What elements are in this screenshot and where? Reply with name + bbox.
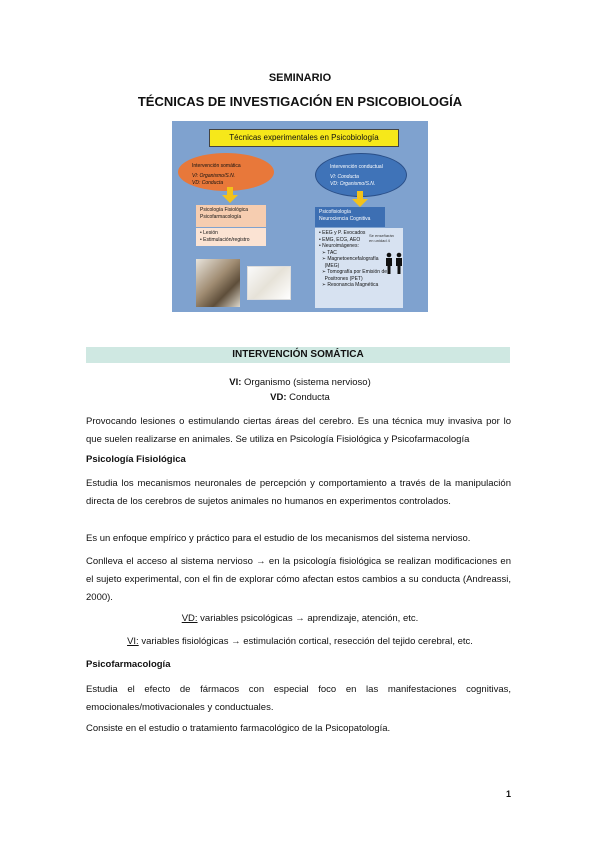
subheading-psicofarmacologia: Psicofarmacología (86, 659, 171, 670)
box-line: • EMG, ECG, AEO (319, 236, 361, 243)
oval-title: Intervención somática (192, 163, 241, 169)
oval-vi: VI: Organismo/S.N. (192, 173, 236, 179)
box-line: • Neuroimágenes: (319, 243, 359, 249)
cat-photo (196, 259, 240, 307)
paragraph: Estudia el efecto de fármacos con especial foco en las manifestaciones cognitivas, emocionales/motivacionales y conductuales. (86, 684, 511, 713)
oval-title: Intervención conductual (330, 164, 383, 170)
box-line: • Estimulación/registro (200, 236, 250, 243)
subheading-psicologia-fisiologica: Psicología Fisiológica (86, 454, 186, 465)
vd-variables-line: VD: variables psicológicas → aprendizaje, atención, etc. (181, 613, 419, 624)
box-line: ➢ Magnetoencefalografía (319, 256, 379, 262)
paragraph: Es un enfoque empírico y práctico para el estudio de los mecanismos del sistema nervioso. (86, 533, 471, 544)
vi-line: VI: Organismo (sistema nervioso) (229, 377, 371, 388)
box-line: • EEG y P. Evocados (319, 230, 366, 236)
section-heading: INTERVENCIÓN SOMÁTICA (86, 347, 510, 363)
intro-paragraph: Provocando lesiones o estimulando ciertas áreas del cerebro. Es una técnica muy invasiva por lo que suelen realizarse en animales. Se utiliza en Psicología Fisiológica y Psicofarmacología (86, 416, 511, 445)
box-line: Psicofarmacología (200, 213, 242, 220)
paragraph: Estudia los mecanismos neuronales de percepción y comportamiento a través de la manipulación directa de los cerebros de sujetos animales no humanos en experimentos controlados. (86, 478, 511, 507)
box-line: Positrones (PET) (324, 275, 363, 282)
somatic-methods-box (196, 228, 266, 246)
box-line: • Lesión (200, 230, 218, 236)
page-number: 1 (506, 789, 512, 799)
unit-note: Se enseñarán en unidad 4 (369, 233, 394, 243)
oval-vd: VD: Organismo/S.N. (330, 181, 376, 187)
somatic-intervention-oval (178, 153, 274, 191)
physiological-psychology-box (196, 205, 266, 227)
psychophysiology-box (315, 207, 385, 227)
techniques-diagram (172, 121, 428, 312)
oval-vd: VD: Conducta (192, 180, 224, 186)
down-arrow-icon (352, 199, 368, 207)
box-line: ➢ Tomografía por Emisión de (319, 269, 388, 275)
page-title: TÉCNICAS DE INVESTIGACIÓN EN PSICOBIOLOGÍA (137, 94, 463, 109)
vi-variables-line: VI: variables fisiológicas → estimulación cortical, resección del tejido cerebral, etc. (127, 636, 473, 647)
box-line: ➢ Resonancia Magnética (319, 282, 379, 288)
box-line: ➢ TAC (319, 249, 337, 256)
vd-line: VD: Conducta (270, 392, 330, 403)
oval-vi: VI: Conducta (330, 174, 359, 180)
diagram-title: Técnicas experimentales en Psicobiología (209, 129, 399, 147)
rat-photo (247, 266, 291, 300)
paragraph: Conlleva el acceso al sistema nervioso → en la psicología fisiológica se realizan modificaciones en el sujeto experimental, con el fin de explorar cómo afectan estos cambios a su conducta (Andreassi, 2000). (86, 556, 511, 603)
box-line: Psicología Fisiológica (200, 207, 249, 213)
box-line: Psicofisiología (319, 209, 351, 215)
paragraph: Consiste en el estudio o tratamiento farmacológico de la Psicopatología. (86, 723, 391, 734)
down-arrow-icon (222, 195, 238, 203)
seminar-label: SEMINARIO (268, 72, 332, 84)
box-line: (MEG) (324, 262, 340, 269)
box-line: Neurociencia Cognitiva (319, 215, 371, 222)
people-icon (382, 251, 406, 275)
